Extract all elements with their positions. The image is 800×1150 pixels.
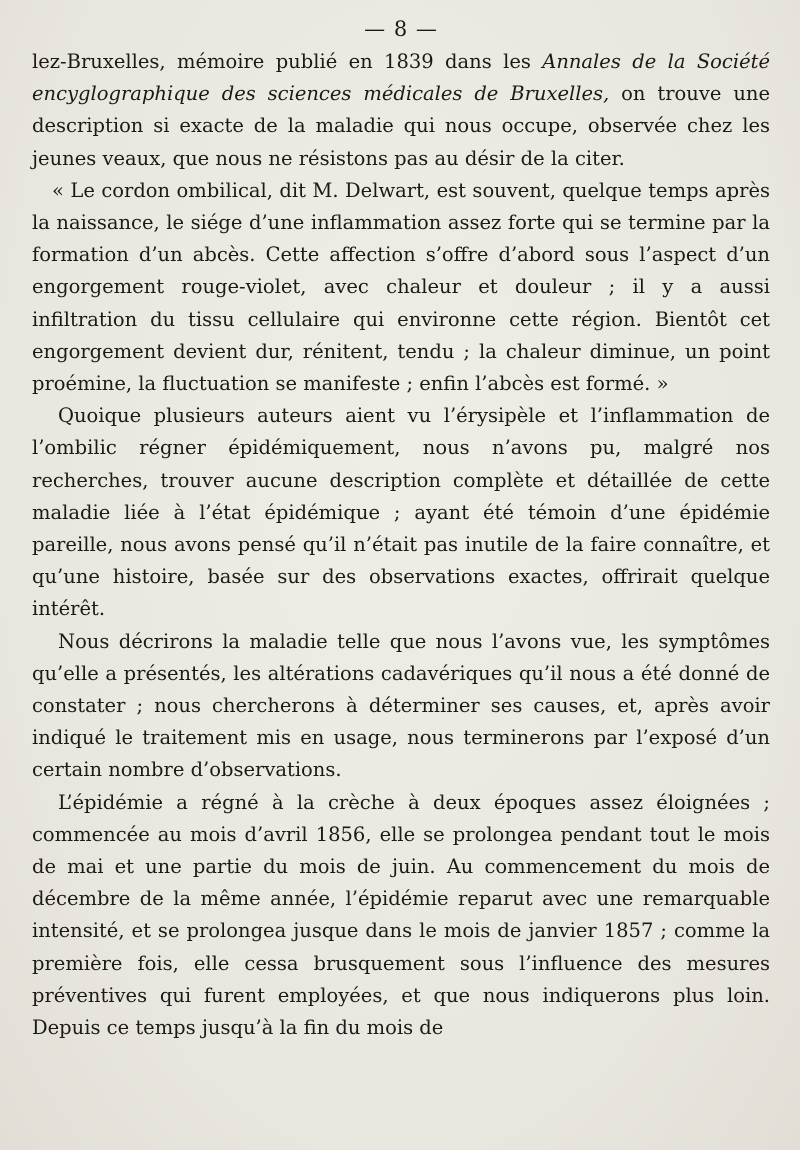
- page-number: — 8 —: [364, 17, 438, 41]
- paragraph-citation-intro: [32, 46, 770, 175]
- paragraph-text: on trouve une description si exacte de la maladie qui nous occupe, observée chez les jeunes veaux, que nous ne résistons pas au désir de la citer.: [32, 82, 770, 170]
- paragraph-body: Nous décrirons la maladie telle que nous l’avons vue, les symptômes qu’elle a présentés, les altérations cadavériques qu’il nous a été donné de constater ; nous chercherons à déterminer ses causes, et, après avoir indiqué le traitement mis en usage, nous terminerons par l’exposé d’un certain nombre d’observations.: [32, 629, 770, 782]
- paragraph-body: L’épidémie a régné à la crèche à deux époques assez éloignées ; commencée au mois d’avril 1856, elle se prolongea pendant tout le mois de mai et une partie du mois de juin. Au commencement du mois de décembre de la même année, l’épidémie reparut avec une remarquable intensité, et se prolongea jusque dans le mois de janvier 1857 ; comme la première fois, elle cessa brusquement sous l’influence des mesures préventives qui furent employées, et que nous indiquerons plus loin. Depuis ce temps jusqu’à la fin du mois de: [32, 790, 770, 1040]
- paragraph-text: lez-Bruxelles, mémoire publié en 1839 dans les: [32, 50, 543, 73]
- journal-title: Annales de la Société encyglographique des sciences médicales de Bruxelles,: [32, 50, 770, 106]
- paragraph-quotation: « Le cordon ombilical, dit M. Delwart, est souvent, quelque temps après la naissance, le siége d’une inflammation assez forte qui se termine par la formation d’un abcès. Cette affection s’offre d’abord sous l’aspect d’un engorgement rouge-violet, avec chaleur et douleur ; il y a aussi infiltration du tissu cellulaire qui environne cette région. Bientôt cet engorgement devient dur, rénitent, tendu ; la chaleur diminue, un point proémine, la fluctuation se manifeste ; enfin l’abcès est formé. »: [32, 178, 770, 396]
- paragraph-body: Quoique plusieurs auteurs aient vu l’érysipèle et l’inflammation de l’ombilic régner épidémiquement, nous n’avons pu, malgré nos recherches, trouver aucune description complète et détaillée de cette maladie liée à l’état épidémique ; ayant été témoin d’une épidémie pareille, nous avons pensé qu’il n’était pas inutile de la faire connaître, et qu’une histoire, basée sur des observations exactes, offrirait quelque intérêt.: [32, 404, 770, 621]
